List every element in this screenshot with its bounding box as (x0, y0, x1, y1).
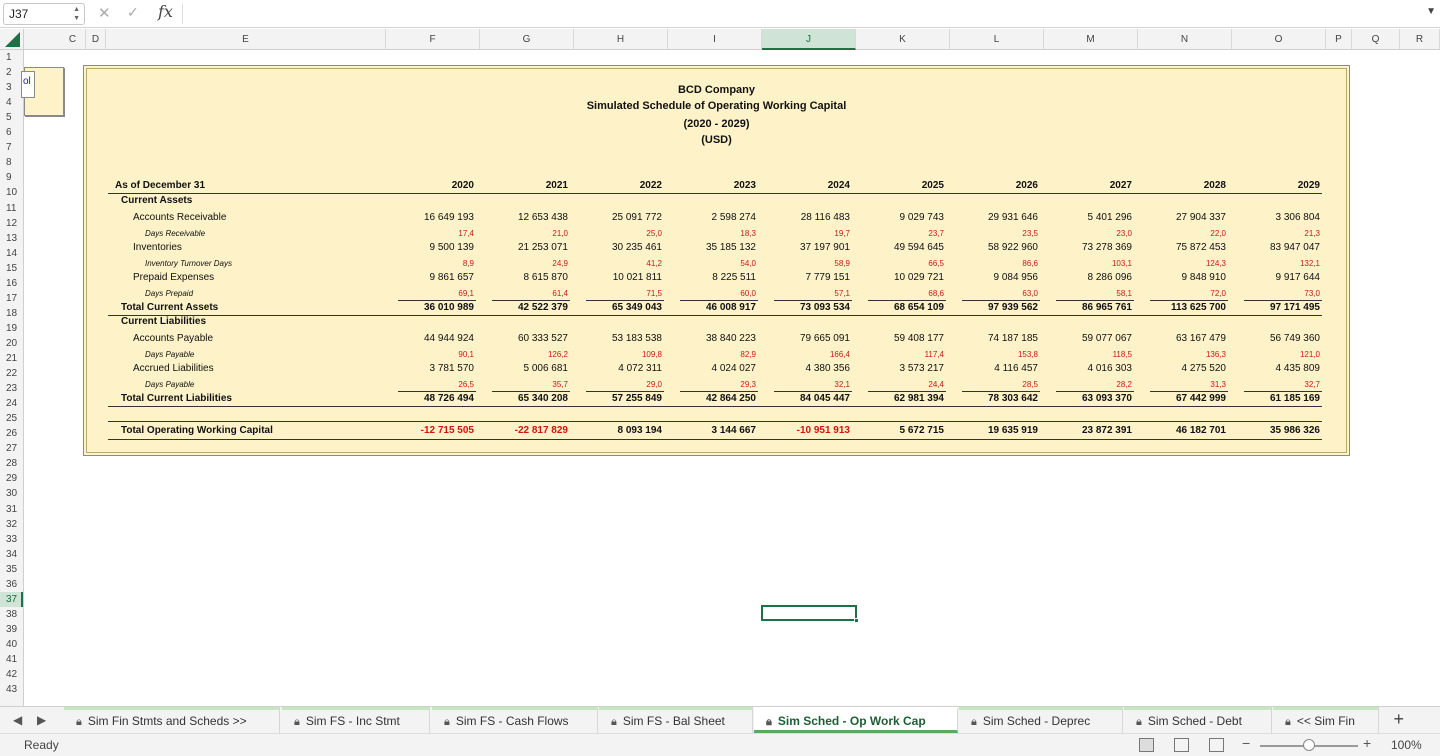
line-value: 3 144 667 (711, 425, 756, 436)
column-header-q[interactable]: Q (1352, 29, 1400, 50)
name-box[interactable] (3, 3, 85, 25)
year-header: 2021 (545, 180, 568, 191)
row-header-20[interactable]: 20 (6, 337, 18, 349)
line-value: 166,4 (829, 350, 850, 359)
sheet-tab-label: Sim FS - Inc Stmt (305, 714, 400, 728)
lock-icon: 🔒︎ (971, 716, 977, 728)
line-value: 23,5 (1022, 229, 1038, 238)
row-header-6[interactable]: 6 (6, 127, 12, 139)
row-header-21[interactable]: 21 (6, 353, 18, 364)
line-value: 46 182 701 (1175, 425, 1226, 436)
column-header-n[interactable]: N (1138, 29, 1232, 50)
line-value: 31,3 (1210, 380, 1226, 389)
sheet-tab-label: Sim FS - Cash Flows (455, 714, 569, 728)
line-value: -10 951 913 (796, 425, 850, 436)
page-break-view-icon[interactable] (1209, 738, 1224, 752)
row-header-8[interactable]: 8 (6, 157, 12, 169)
line-value: 82,9 (740, 350, 756, 359)
line-value: 61 185 169 (1269, 393, 1320, 404)
fx-icon[interactable]: fx (158, 2, 173, 21)
line-value: 4 024 027 (711, 363, 756, 374)
row-header-34[interactable]: 34 (6, 548, 18, 560)
row-header-7[interactable]: 7 (6, 142, 12, 154)
sheet-tab[interactable] (754, 707, 958, 733)
formula-bar (0, 0, 1440, 28)
zoom-in-icon[interactable]: + (1363, 735, 1372, 751)
line-value: 4 072 311 (618, 363, 662, 374)
as-of-label: As of December 31 (115, 180, 206, 191)
line-value: 79 665 091 (799, 333, 850, 344)
line-value: 65 340 208 (517, 393, 568, 404)
line-value: 48 726 494 (423, 393, 474, 404)
line-value: 113 625 700 (1170, 302, 1226, 313)
column-header-g[interactable]: G (480, 29, 574, 50)
line-value: 36 010 989 (423, 302, 474, 313)
lock-icon: 🔒︎ (1136, 716, 1142, 728)
row-header-5[interactable]: 5 (6, 112, 12, 124)
line-value: 23,7 (928, 229, 944, 238)
selected-cell-j37[interactable] (761, 605, 857, 621)
page-layout-view-icon[interactable] (1174, 738, 1189, 752)
lock-icon: 🔒︎ (766, 716, 772, 728)
line-value: 10 021 811 (612, 272, 662, 283)
row-header-1[interactable]: 1 (6, 52, 12, 63)
line-value: 68,6 (928, 289, 944, 298)
report-company: BCD Company (677, 84, 755, 96)
row-header-4[interactable]: 4 (6, 97, 12, 109)
line-value: 53 183 538 (611, 333, 662, 344)
year-header: 2023 (733, 180, 756, 191)
line-value: 3 573 217 (899, 363, 944, 374)
row-header-36[interactable]: 36 (6, 578, 18, 590)
line-value: 23 872 391 (1081, 425, 1132, 436)
line-value: 37 197 901 (799, 242, 850, 253)
line-value: 24,4 (928, 380, 944, 389)
line-value: 10 029 721 (893, 272, 944, 283)
row-header-42[interactable]: 42 (6, 669, 18, 681)
line-label: Days Receivable (145, 229, 206, 238)
report-title: Simulated Schedule of Operating Working Capital (586, 100, 847, 112)
line-value: 35 185 132 (705, 242, 756, 253)
line-value: 103,1 (1111, 259, 1132, 268)
sheet-tab[interactable] (959, 707, 1123, 733)
row-header-12[interactable]: 12 (6, 217, 18, 229)
line-value: 23,0 (1116, 229, 1132, 238)
sheet-tab-bar (0, 706, 1440, 733)
line-value: 44 944 924 (423, 333, 474, 344)
line-value: 66,5 (928, 259, 944, 268)
line-value: 38 840 223 (705, 333, 756, 344)
line-value: -12 715 505 (420, 425, 474, 436)
line-value: 73 278 369 (1081, 242, 1132, 253)
year-header: 2026 (1015, 180, 1038, 191)
grand-total-rule (108, 439, 1322, 440)
column-header-r[interactable]: R (1400, 29, 1440, 50)
lock-icon: 🔒︎ (76, 716, 82, 728)
line-value: 16 649 193 (423, 212, 474, 223)
total-rule (108, 406, 1322, 407)
line-value: 109,8 (641, 350, 662, 359)
line-value: 29,3 (740, 380, 756, 389)
row-header-10[interactable]: 10 (6, 187, 18, 199)
line-value: 3 306 804 (1275, 212, 1320, 223)
line-value: 75 872 453 (1175, 242, 1226, 253)
formula-bar-divider (182, 4, 183, 24)
line-value: 27 904 337 (1175, 212, 1226, 223)
select-all-corner[interactable] (0, 29, 24, 50)
line-value: 21,0 (552, 229, 568, 238)
line-value: 8 093 194 (617, 425, 662, 436)
cancel-icon[interactable]: ✕ (98, 5, 111, 22)
sheet-tab-label: Sim Sched - Op Work Cap (777, 714, 926, 728)
line-value: 7 779 151 (805, 272, 850, 283)
column-header-i[interactable]: I (668, 29, 762, 50)
line-value: 30 235 461 (611, 242, 662, 253)
line-value: 21 253 071 (517, 242, 568, 253)
line-value: 35,7 (552, 380, 568, 389)
year-header: 2025 (921, 180, 944, 191)
sheet-tab[interactable] (282, 707, 430, 733)
line-value: 22,0 (1210, 229, 1226, 238)
line-value: 8 615 870 (523, 272, 568, 283)
line-value: 25 091 772 (611, 212, 662, 223)
sheet-tab-label: Sim Sched - Debt (1147, 714, 1242, 728)
line-value: 41,2 (646, 259, 662, 268)
lock-icon: 🔒︎ (611, 716, 617, 728)
line-value: 35 986 326 (1269, 425, 1320, 436)
line-label: Inventory Turnover Days (145, 259, 232, 268)
row-header-14[interactable]: 14 (6, 247, 18, 259)
line-value: 117,4 (924, 350, 944, 359)
line-value: 12 653 438 (517, 212, 568, 223)
lock-icon: 🔒︎ (444, 716, 450, 728)
sheet-tab[interactable] (1124, 707, 1272, 733)
line-value: 9 029 743 (899, 212, 944, 223)
row-header-32[interactable]: 32 (6, 518, 18, 530)
line-value: 4 275 520 (1181, 363, 1226, 374)
line-value: 65 349 043 (611, 302, 662, 313)
line-value: 71,5 (646, 289, 662, 298)
line-value: 84 045 447 (799, 393, 850, 404)
row-header-31[interactable]: 31 (6, 503, 18, 515)
line-value: 97 939 562 (987, 302, 1038, 313)
line-value: 126,2 (547, 350, 568, 359)
expand-formula-icon[interactable]: ▼ (1426, 6, 1436, 17)
column-header-l[interactable]: L (950, 29, 1044, 50)
row-header-19[interactable]: 19 (6, 322, 18, 334)
line-value: 63,0 (1022, 289, 1038, 298)
line-value: 9 500 139 (429, 242, 474, 253)
line-value: 153,8 (1017, 350, 1038, 359)
normal-view-icon[interactable] (1139, 738, 1154, 752)
line-value: 8,9 (462, 259, 474, 268)
column-header-f[interactable]: F (386, 29, 480, 50)
line-value: 60 333 527 (517, 333, 568, 344)
line-value: 4 380 356 (805, 363, 850, 374)
confirm-icon[interactable]: ✓ (127, 4, 139, 20)
sheet-tab[interactable] (599, 707, 753, 733)
report-panel (83, 65, 1350, 456)
formula-input[interactable] (186, 3, 1424, 25)
line-label: Days Payable (145, 380, 195, 389)
line-value: 9 084 956 (993, 272, 1038, 283)
line-value: 2 598 274 (711, 212, 756, 223)
name-box-value: J37 (9, 7, 29, 21)
worksheet-grid[interactable] (24, 50, 1440, 706)
line-value: 132,1 (1299, 259, 1320, 268)
line-value: 68 654 109 (893, 302, 944, 313)
line-value: 28,2 (1116, 380, 1132, 389)
column-header-k[interactable]: K (856, 29, 950, 50)
line-value: 19,7 (834, 229, 850, 238)
line-value: 63 167 479 (1175, 333, 1226, 344)
line-label: Inventories (133, 242, 182, 253)
status-text: Ready (24, 738, 59, 752)
line-value: 19 635 919 (987, 425, 1038, 436)
line-value: 8 225 511 (712, 272, 756, 283)
row-header-11[interactable]: 11 (6, 202, 17, 214)
status-bar (0, 733, 1440, 756)
row-header-38[interactable]: 38 (6, 608, 18, 620)
line-value: 63 093 370 (1081, 393, 1132, 404)
row-header-bar (0, 50, 24, 706)
line-value: 3 781 570 (429, 363, 474, 374)
column-header-d[interactable]: D (86, 29, 106, 50)
line-value: -22 817 829 (514, 425, 568, 436)
total-rule (108, 315, 1322, 316)
year-header: 2020 (451, 180, 474, 191)
next-sheet-icon[interactable]: ▶ (37, 713, 47, 727)
column-header-p[interactable]: P (1326, 29, 1352, 50)
line-label: Prepaid Expenses (133, 272, 215, 283)
line-value: 4 116 457 (994, 363, 1038, 374)
line-value: 5 401 296 (1087, 212, 1132, 223)
line-value: 59 077 067 (1081, 333, 1132, 344)
line-value: 73,0 (1304, 289, 1320, 298)
current-assets-heading: Current Assets (121, 195, 193, 206)
line-value: 29 931 646 (987, 212, 1038, 223)
line-value: 21,3 (1304, 229, 1320, 238)
line-label: Total Current Assets (121, 302, 219, 313)
line-value: 59 408 177 (893, 333, 944, 344)
line-value: 26,5 (458, 380, 474, 389)
sheet-tab-label: << Sim Fin (1296, 714, 1355, 728)
nav-button[interactable]: ol (21, 71, 35, 98)
line-value: 62 981 394 (893, 393, 944, 404)
line-label: Total Operating Working Capital (121, 425, 273, 436)
row-header-28[interactable]: 28 (6, 458, 18, 470)
year-header: 2027 (1109, 180, 1132, 191)
line-value: 60,0 (740, 289, 756, 298)
name-box-spinner-icon[interactable]: ▲ ▼ (73, 6, 80, 22)
line-value: 72,0 (1210, 289, 1226, 298)
line-value: 69,1 (458, 289, 474, 298)
sheet-tab[interactable] (1273, 707, 1379, 733)
line-value: 32,1 (834, 380, 850, 389)
row-header-26[interactable]: 26 (6, 428, 18, 440)
row-header-30[interactable]: 30 (6, 488, 18, 500)
line-value: 73 093 534 (799, 302, 850, 313)
row-header-29[interactable]: 29 (6, 473, 18, 485)
column-header-m[interactable]: M (1044, 29, 1138, 50)
sheet-tab-label: Sim Fin Stmts and Scheds >> (87, 714, 247, 728)
row-header-41[interactable]: 41 (6, 654, 18, 665)
line-value: 9 861 657 (429, 272, 474, 283)
line-value: 57,1 (834, 289, 850, 298)
sheet-tab[interactable] (64, 707, 280, 733)
line-value: 58,9 (834, 259, 850, 268)
row-header-22[interactable]: 22 (6, 368, 18, 380)
fill-handle[interactable] (854, 618, 859, 623)
line-label: Days Prepaid (145, 289, 194, 298)
select-all-icon (5, 32, 20, 47)
zoom-out-icon[interactable]: − (1242, 735, 1251, 751)
row-header-25[interactable]: 25 (6, 413, 18, 425)
line-value: 42 522 379 (517, 302, 568, 313)
row-header-15[interactable]: 15 (6, 262, 18, 274)
line-value: 78 303 642 (987, 393, 1038, 404)
line-value: 86,6 (1022, 259, 1038, 268)
line-value: 97 171 495 (1269, 302, 1320, 313)
current-liabilities-heading: Current Liabilities (121, 316, 207, 327)
line-value: 67 442 999 (1175, 393, 1226, 404)
grand-total-rule (108, 421, 1322, 422)
zoom-level: 100% (1391, 738, 1422, 752)
line-value: 57 255 849 (611, 393, 662, 404)
line-value: 24,9 (552, 259, 568, 268)
column-header-bar (0, 29, 1440, 50)
line-label: Accounts Payable (133, 333, 214, 344)
row-header-27[interactable]: 27 (6, 443, 18, 455)
year-header: 2024 (827, 180, 850, 191)
line-value: 5 672 715 (899, 425, 944, 436)
year-header: 2029 (1297, 180, 1320, 191)
line-value: 17,4 (458, 229, 474, 238)
row-header-37[interactable]: 37 (0, 592, 23, 607)
line-value: 49 594 645 (893, 242, 944, 253)
add-sheet-icon[interactable]: + (1393, 709, 1404, 729)
line-value: 28 116 483 (800, 212, 850, 223)
line-value: 9 848 910 (1181, 272, 1226, 283)
line-value: 46 008 917 (705, 302, 756, 313)
header-rule (108, 193, 1322, 194)
line-value: 58,1 (1116, 289, 1132, 298)
row-header-3[interactable]: 3 (6, 82, 12, 94)
line-value: 56 749 360 (1269, 333, 1320, 344)
line-value: 18,3 (740, 229, 756, 238)
lock-icon: 🔒︎ (1285, 716, 1291, 728)
line-value: 90,1 (458, 350, 474, 359)
nav-shape (24, 67, 64, 116)
row-header-43[interactable]: 43 (6, 684, 18, 696)
lock-icon: 🔒︎ (294, 716, 300, 728)
row-header-24[interactable]: 24 (6, 398, 18, 410)
line-value: 121,0 (1299, 350, 1320, 359)
line-value: 54,0 (740, 259, 756, 268)
line-value: 86 965 761 (1081, 302, 1132, 313)
line-value: 118,5 (1112, 350, 1132, 359)
line-value: 4 016 303 (1087, 363, 1132, 374)
report-currency: (USD) (701, 134, 732, 146)
line-value: 61,4 (552, 289, 568, 298)
row-header-2[interactable]: 2 (6, 67, 12, 79)
sheet-tab-label: Sim Sched - Deprec (982, 714, 1091, 728)
row-header-33[interactable]: 33 (6, 533, 18, 545)
line-value: 28,5 (1022, 380, 1038, 389)
column-header-c[interactable]: C (60, 29, 86, 50)
column-header-e[interactable]: E (106, 29, 386, 50)
line-value: 4 435 809 (1275, 363, 1320, 374)
line-label: Accounts Receivable (133, 212, 227, 223)
sheet-tab[interactable] (432, 707, 598, 733)
row-header-35[interactable]: 35 (6, 563, 18, 575)
line-value: 25,0 (646, 229, 662, 238)
line-value: 8 286 096 (1087, 272, 1132, 283)
line-value: 136,3 (1205, 350, 1226, 359)
line-value: 74 187 185 (987, 333, 1038, 344)
prev-sheet-icon[interactable]: ◀ (13, 713, 23, 727)
row-header-18[interactable]: 18 (6, 307, 18, 319)
line-label: Days Payable (145, 350, 195, 359)
row-header-23[interactable]: 23 (6, 383, 18, 395)
row-header-13[interactable]: 13 (6, 232, 18, 244)
line-value: 32,7 (1304, 380, 1320, 389)
row-header-39[interactable]: 39 (6, 623, 18, 635)
line-value: 58 922 960 (987, 242, 1038, 253)
line-label: Total Current Liabilities (121, 393, 232, 404)
line-value: 83 947 047 (1269, 242, 1320, 253)
column-header-h[interactable]: H (574, 29, 668, 50)
row-header-40[interactable]: 40 (6, 638, 18, 650)
zoom-slider-thumb[interactable] (1303, 739, 1315, 751)
row-header-9[interactable]: 9 (6, 172, 12, 184)
report-period: (2020 - 2029) (683, 118, 750, 130)
line-value: 42 864 250 (705, 393, 756, 404)
line-label: Accrued Liabilities (133, 363, 214, 374)
column-header-o[interactable]: O (1232, 29, 1326, 50)
column-header-j[interactable]: J (762, 29, 856, 50)
year-header: 2028 (1203, 180, 1226, 191)
row-header-17[interactable]: 17 (6, 292, 18, 304)
row-header-16[interactable]: 16 (6, 277, 18, 289)
sheet-tab-label: Sim FS - Bal Sheet (622, 714, 725, 728)
line-value: 5 006 681 (523, 363, 568, 374)
line-value: 9 917 644 (1275, 272, 1320, 283)
year-header: 2022 (639, 180, 662, 191)
line-value: 29,0 (646, 380, 662, 389)
line-value: 124,3 (1205, 259, 1226, 268)
